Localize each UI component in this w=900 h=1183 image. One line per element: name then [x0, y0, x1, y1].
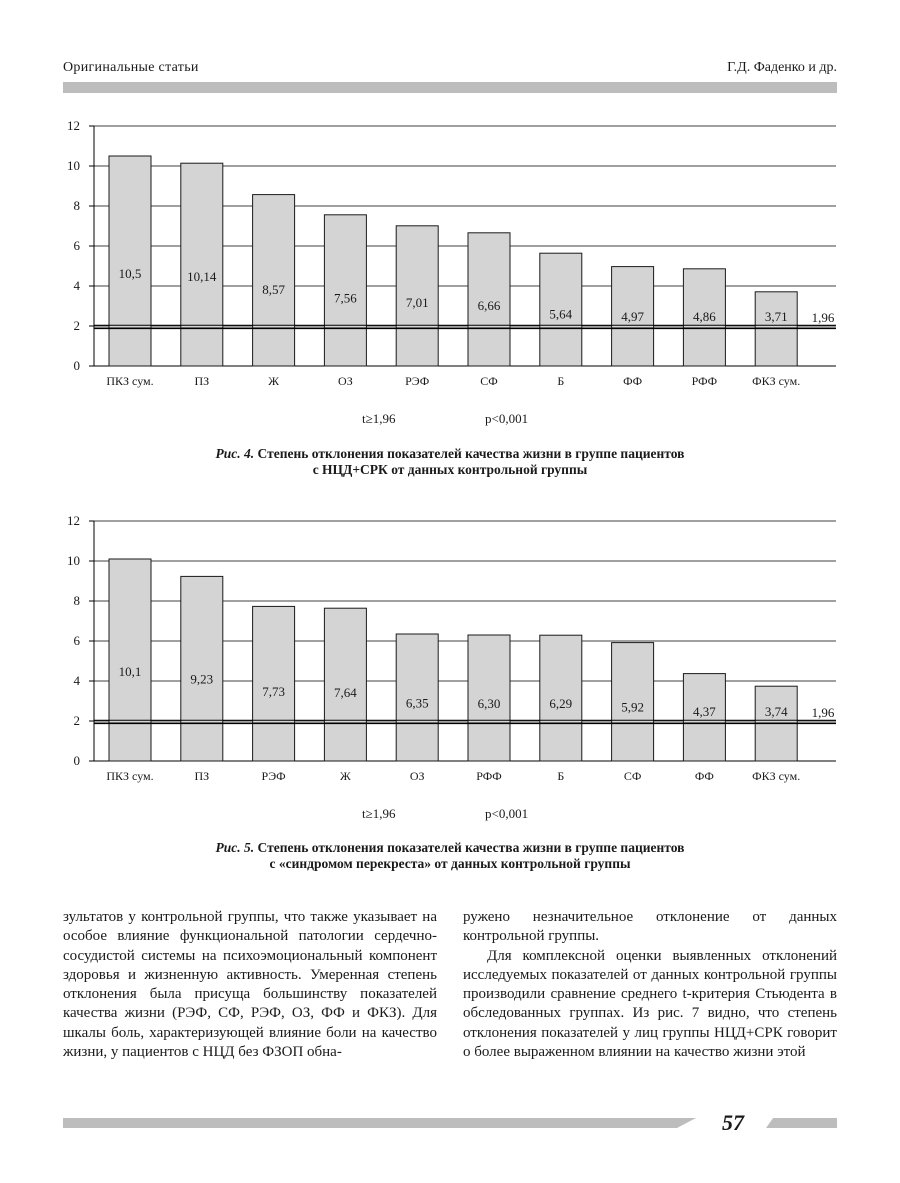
figure-5-chart: [0, 505, 900, 805]
bar-value-label: 3,74: [764, 703, 788, 719]
bar-value-label: 6,66: [477, 298, 501, 314]
y-tick-label: 12: [67, 118, 80, 133]
figure-4-caption-line2: с НЦД+СРК от данных контрольной группы: [312, 462, 588, 477]
figure-4-caption: [63, 446, 837, 478]
bar-value-label: 3,71: [764, 308, 788, 324]
x-category-label: ФКЗ сум.: [752, 769, 801, 783]
x-category-label: ФКЗ сум.: [752, 374, 801, 388]
bar-value-label: 7,56: [334, 290, 357, 306]
figure-4-chart: [0, 110, 900, 410]
x-category-label: СФ: [623, 769, 642, 783]
x-category-label: Б: [557, 769, 565, 783]
body-column-right: [463, 908, 837, 1062]
bar-value-label: 6,30: [477, 696, 501, 712]
x-category-label: СФ: [480, 374, 498, 388]
x-category-label: ПКЗ сум.: [106, 769, 154, 783]
figure-5-caption-line1: Степень отклонения показателей качества жизни в группе пациентов: [257, 840, 685, 855]
bar-value-label: 6,35: [405, 695, 429, 711]
bar-value-label: 9,23: [190, 671, 214, 687]
bar: [181, 576, 223, 761]
bar-value-label: 4,86: [693, 308, 716, 324]
bar-value-label: 10,1: [118, 664, 142, 680]
figure-5-number: Рис. 5.: [215, 840, 255, 855]
bar-value-label: 8,57: [262, 282, 285, 298]
bar-value-label: 10,5: [118, 265, 142, 281]
x-category-label: РФФ: [691, 374, 718, 388]
x-category-label: ПЗ: [194, 769, 210, 783]
x-category-label: ПЗ: [194, 374, 210, 388]
x-category-label: ОЗ: [338, 374, 353, 388]
x-category-label: Ж: [340, 769, 351, 783]
x-category-label: РЭФ: [261, 769, 286, 783]
bar: [253, 195, 295, 366]
x-category-label: ФФ: [694, 769, 714, 783]
bar: [109, 156, 151, 366]
x-category-label: Ж: [268, 374, 279, 388]
figure-5-p-stat: p<0,001: [485, 806, 529, 821]
threshold-label: 1,96: [811, 704, 835, 720]
y-tick-label: 12: [67, 513, 80, 528]
figure-5-caption: [63, 840, 837, 872]
figure-4-caption-line1: Степень отклонения показателей качества жизни в группе пациентов: [257, 446, 685, 461]
footer-rule-right: [766, 1118, 837, 1128]
bar-value-label: 5,92: [621, 699, 644, 715]
bar: [109, 559, 151, 761]
bar-value-label: 10,14: [187, 268, 217, 284]
header-rule: [63, 82, 837, 93]
threshold-label: 1,96: [811, 309, 835, 325]
journal-section: Оригинальные статьи: [63, 60, 199, 75]
x-category-label: РФФ: [476, 769, 502, 783]
body-column-left: [63, 908, 437, 1062]
figure-4-t-stat: t≥1,96: [362, 411, 396, 426]
y-tick-label: 6: [73, 238, 80, 253]
x-category-label: РЭФ: [405, 374, 430, 388]
y-tick-label: 10: [67, 553, 80, 568]
x-category-label: ОЗ: [409, 769, 425, 783]
body-paragraph: Для комплексной оценки выявленных отклонений исследуемых показателей от данных контрольной группы производили сравнение среднего t-критерия Стьюдента в обследованных группах. Из рис. 7 видно, что степень отклонения показателей у лиц группы НЦД+СРК говорит о более выраженном влиянии на качество жизни этой: [463, 947, 837, 1061]
y-tick-label: 0: [73, 753, 80, 768]
y-tick-label: 2: [73, 318, 80, 333]
y-tick-label: 6: [73, 633, 80, 648]
y-tick-label: 4: [73, 278, 80, 293]
y-tick-label: 0: [73, 358, 80, 373]
article-authors: Г.Д. Фаденко и др.: [727, 60, 837, 75]
body-paragraph: ружено незначительное отклонение от данных контрольной группы.: [463, 909, 837, 945]
footer-rule-left: [63, 1118, 696, 1128]
y-tick-label: 10: [67, 158, 80, 173]
x-category-label: ФФ: [623, 374, 643, 388]
x-category-label: Б: [557, 374, 565, 388]
bar-value-label: 4,97: [621, 308, 644, 324]
figure-4-number: Рис. 4.: [215, 446, 255, 461]
bar-value-label: 5,64: [549, 306, 573, 322]
bar: [181, 163, 223, 366]
page-number: 57: [722, 1110, 744, 1135]
y-tick-label: 8: [73, 593, 80, 608]
bar-value-label: 4,37: [693, 703, 716, 719]
figure-5-caption-line2: с «синдромом перекреста» от данных контрольной группы: [269, 856, 631, 871]
bar-value-label: 7,73: [262, 684, 285, 700]
bar-value-label: 7,01: [405, 295, 429, 311]
x-category-label: ПКЗ сум.: [106, 374, 154, 388]
body-paragraph: зультатов у контрольной группы, что также указывает на особое влияние функциональной патологии сердечно-сосудистой системы на психоэмоциональный компонент здоровья и жизненную активность. Умеренная степень отклонения была присуща большинству показателей качества жизни (РЭФ, СФ, РЭФ, ОЗ, ФФ и ФКЗ). Для шкалы боль, характеризующей влияние боли на качество жизни, у пациентов с НЦД без ФЗОП обна-: [63, 909, 437, 1061]
figure-5-t-stat: t≥1,96: [362, 806, 396, 821]
running-head: [63, 60, 837, 80]
bar-value-label: 6,29: [549, 696, 573, 712]
y-tick-label: 2: [73, 713, 80, 728]
y-tick-label: 4: [73, 673, 80, 688]
y-tick-label: 8: [73, 198, 80, 213]
figure-4-p-stat: p<0,001: [485, 411, 529, 426]
bar-value-label: 7,64: [334, 684, 357, 700]
